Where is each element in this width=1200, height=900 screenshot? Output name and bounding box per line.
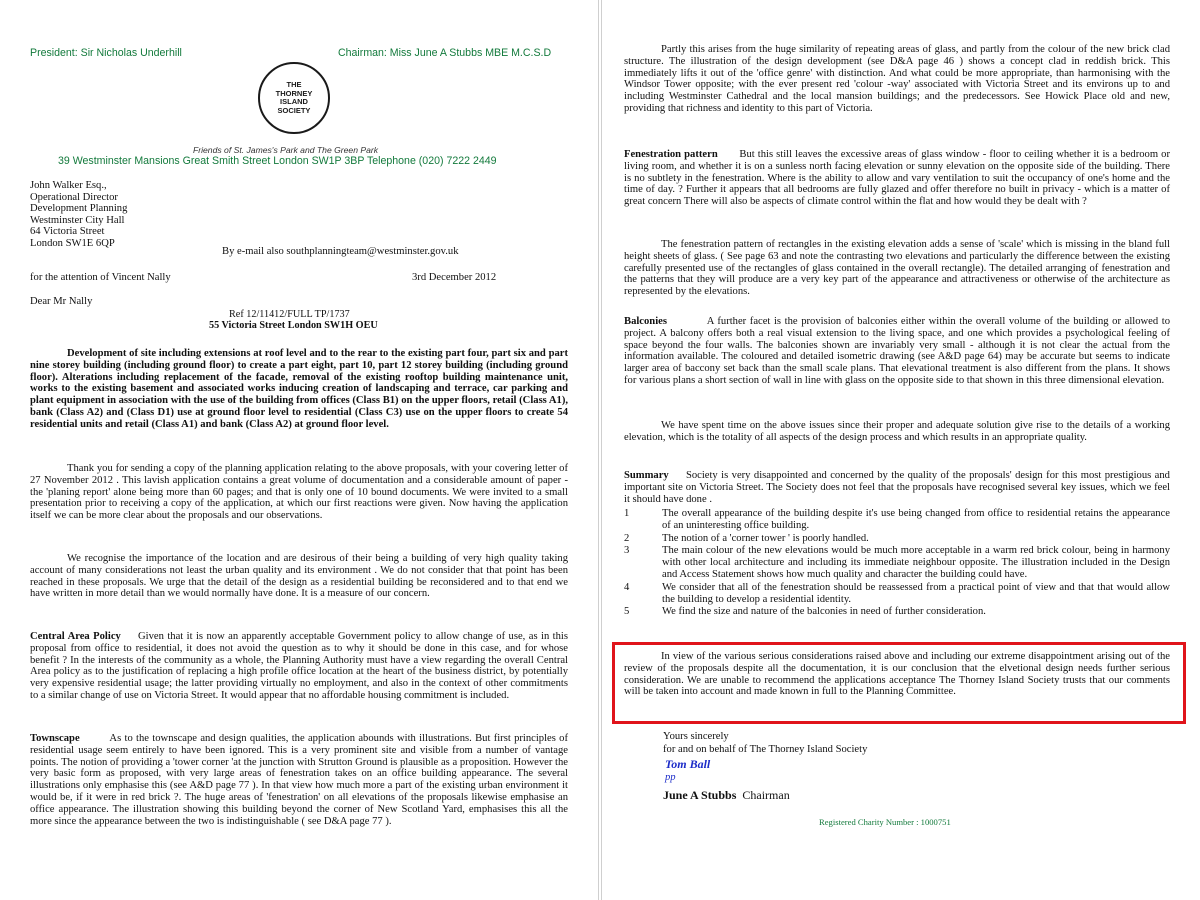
townscape-heading: Townscape [30, 733, 80, 744]
attention-line: for the attention of Vincent Nally [30, 272, 171, 283]
balconies-paragraph [624, 316, 1170, 387]
signatory-role: Chairman [742, 788, 790, 802]
signatory-name: June A Stubbs [663, 788, 737, 802]
society-address: 39 Westminster Mansions Great Smith Street London SW1P 3BP Telephone (020) 7222 2449 [58, 155, 497, 167]
charity-number: Registered Charity Number : 1000751 [819, 817, 951, 827]
paragraph-working-elevation: We have spent time on the above issues since their proper and adequate solution give rise to the details of a working elevation, which is the totality of all aspects of the design process and which results in an appropriate quality. [624, 420, 1170, 443]
list-item: 3 The main colour of the new elevations would be much more acceptable in a warm red brick colour, being in harmony with other local architecture and including its immediate neighbour opposite. The illustration included in the Design and Access Statement shows how much quality and character the building could have. [624, 545, 1170, 580]
letter-date: 3rd December 2012 [412, 272, 497, 283]
central-area-policy-paragraph [30, 631, 568, 702]
list-item: 2 The notion of a 'corner tower ' is poorly handled. [624, 532, 869, 544]
email-line: By e-mail also southplanningteam@westminster.gov.uk [222, 246, 459, 257]
pp-mark: pp [665, 772, 676, 783]
summary-list [624, 508, 1170, 618]
recipient-address: John Walker Esq., Operational Director Development Planning Westminster City Hall 64 Victoria Street London SW1E 6QP [30, 180, 128, 249]
chairman-header: Chairman: Miss June A Stubbs MBE M.C.S.D [338, 47, 552, 59]
letter-page-2 [601, 0, 1200, 900]
paragraph-intro: Thank you for sending a copy of the planning application relating to the above proposals, with your covering letter of 27 November 2012 . This lavish application contains a great volume of documentation and a considerable amount of paper - the 'planing report' alone being more than 60 pages; and that is only one of 10 bound documents. We were invited to a small presentation prior to receiving a copy of the application, at which our first reactions were given. Now having the application itself we can be more clear about the proposals and our observations. [30, 463, 568, 522]
closing-behalf: for and on behalf of The Thorney Island Society [663, 744, 868, 755]
paragraph-brick: Partly this arises from the huge similarity of repeating areas of glass, and partly from the colour of the new brick clad structure. The illustration of the design development (see D&A page 46 ) shows a concept clad in reddish brick. This immediately lifts it out of the 'office genre' with distinction. And what could be more appropriate, than harmonising with the Windsor Tower opposite; with the ever present red 'colour -way' associated with Victoria Street and its environs up to and including Westminster Cathedral and the local mansion buildings; and the predecessors. See Howick Place old and new, providing that richness and identity to this part of Victoria. [624, 44, 1170, 114]
summary-paragraph [624, 470, 1170, 505]
closing-yours: Yours sincerely [663, 731, 729, 742]
list-item: 5 We find the size and nature of the balconies in need of further consideration. [624, 606, 986, 618]
balconies-heading: Balconies [624, 316, 667, 327]
balconies-text: A further facet is the provision of balconies either within the overall volume of the building or allowed to project. A balcony offers both a real visual extension to the living space, and one which provides a psychological feeling of space beyond the four walls. The balconies shown are invariably very small - although it is not clear the actual from the information available. The coloured and detailed isometric drawing (see A&D page 64) may be accurate but seems to indicate larger area of baccony set back than the small scale plans. That elevational treatment is also different from the plans. It shows for various plans a short section of wall in line with glass on the opposite side to that shown in this three dimensional elevation. [624, 316, 1170, 386]
conclusion-paragraph: In view of the various serious considerations raised above and including our extreme disappointment arising out of the review of the proposals despite all the documentation, it is our conclusion that the elvetional design needs further serious consideration. We are unable to recommend the applications acceptance The Thorney Island Society trusts that our comments will be taken into account and made known in full to the Planning Committee. [624, 651, 1170, 698]
friends-line: Friends of St. James's Park and The Green Park [193, 145, 379, 155]
society-logo: THE THORNEY ISLAND SOCIETY [258, 62, 330, 134]
central-area-heading: Central Area Policy [30, 631, 121, 642]
townscape-paragraph [30, 733, 568, 827]
reference-address: 55 Victoria Street London SW1H OEU [209, 320, 378, 331]
president-line: President: Sir Nicholas Underhill [30, 47, 182, 59]
letter-page-1: President: Sir Nicholas Underhill Chairman: Miss June A Stubbs MBE M.C.S.D THE THORNEY ISLAND SOCIETY Friends of St. James's Park and The Green Park 39 Westminster Mansions Great Smith Street London SW1P 3BP Telephone (020) 7222 2449 John Walker Esq., Operational Director Development Planning Westminster City Hall 64 Victoria Street London SW1E 6QP By e-mail also southplanningteam@westminster.gov.uk for the attention of Vincent Nally 3rd December 2012 Dear Mr Nally Ref 12/11412/FULL TP/1737 55 Victoria Street London SW1H OEU Development of site including extensions at roof level and to the rear to the existing part four, part six and part nine storey building (including ground floor) to create a part eight, part 10, part 12 storey building (including ground floor). Alterations including replacement of the facade, removal of the existing rooftop building maintenance unit, works to the existing basement and associated works inducing creation of landscaping and terrace, car parking and plant equipment in association with the use of the building from offices (Class B1) on the upper floors, retail (Class A1), bank (Class A2) and (Class D1) use at ground floor level to residential (Class C3) use on the upper floors to create 54 residential units and retail (Class A1) and bank (Class A2) at ground floor level. Thank you for sending a copy of the planning application relating to the above proposals, with your covering letter of 27 November 2012 . This lavish application contains a great volume of documentation and a considerable amount of paper - the 'planing report' alone being more than 60 pages; and that is only one of 10 bound documents. We were invited to a small presentation prior to receiving a copy of the application, at which our first reactions were given. Now having the application itself we can be more clear about the proposals and our observations. We recognise the importance of the location and are desirous of their being a building of very high quality taking account of many considerations not least the urban quality and its environment . We do not consider that that point has been reached in these proposals. We urge that the detail of the design as a residential building be reconsidered and to that end we have written in more detail than we would normally have done. It is a measure of our concern. Central Area Policy Given that it is now an apparently acceptable Government policy to allow change of use, as in this proposal from office to residential, it does not avoid the question as to why it should be done in this case, and for whose benefit ? In the interests of the community as a whole, the Planning Authority must have a view regarding the overall Central Area policy as to the justification of replacing a high profile office location at the heart of the business district, by potentially very expensive residential usage; the latter providing virtually no employment, and also in the context of other commitments to a similar change of use on Victoria Street. It would appear that no affordable housing commitment is included. Townscape As to the townscape and design qualities, the application abounds with illustrations. But first principles of residential usage seem entirely to have been ignored. This is a very prominent site and visible from a number of vantage points. The notion of providing a 'tower corner 'at the junction with Strutton Ground is plausible as a proposition. However the very basic form as proposed, with very large areas of fenestration takes on an office building appearance. The several illustrations only emphasise this (see A&D page 77 ). In that view how much more a part of the existing urban environment it would be, if it were in red brick ?. The huge areas of 'fenestration' on all elevations of the proposals likewise emphasise an office appearance. The illustration showing this building beyond the corner of New Scotland Yard, emphasises this all the more since the appearance between the two is indistinguishable ( see D&A page 77 ). ​ [0, 0, 599, 900]
list-item: 1 The overall appearance of the building despite it's use being changed from office to residential retains the appearance of an uninteresting office building. [624, 508, 1170, 531]
townscape-text: As to the townscape and design qualities, the application abounds with illustrations. But first principles of residential usage seem entirely to have been ignored. This is a very prominent site and visible from a number of vantage points. The notion of providing a 'tower corner 'at the junction with Strutton Ground is plausible as a proposition. However the very basic form as proposed, with very large areas of fenestration takes on an office building appearance. The several illustrations only emphasise this (see A&D page 77 ). In that view how much more a part of the existing urban environment it would be, if it were in red brick ?. The huge areas of 'fenestration' on all elevations of the proposals likewise emphasise an office appearance. The illustration showing this building beyond the corner of New Scotland Yard, emphasises this all the more since the appearance between the two is indistinguishable ( see D&A page 77 ). [30, 733, 568, 827]
signature: Tom Ball [665, 757, 711, 771]
fenestration-text: But this still leaves the excessive areas of glass window - floor to ceiling whether it is a bedroom or living room, and whether it is on a sunless north facing elevation or sunny elevation on the opposite side of the building. There is no subtlety in the fenestration. Where is the ability to allow and vary ventilation to suit the occupancy of one's home and the time of day. ? Further it appears that all bedrooms are fully glazed and offer therefore no built in privacy - which is a matter of great concern There will also be aspects of climate control within the flat and how would they be dealt with ? [624, 149, 1170, 208]
fenestration-heading: Fenestration pattern [624, 149, 718, 160]
signatory [663, 788, 790, 803]
fenestration-paragraph [624, 149, 1170, 208]
summary-text: Society is very disappointed and concerned by the quality of the proposals' design for this most prestigious and important site on Victoria Street. The Society does not feel that the proposals have recognised several key issues, which we feel it should have done . [624, 470, 1170, 505]
paragraph-importance: We recognise the importance of the location and are desirous of their being a building of very high quality taking account of many considerations not least the urban quality and its environment . We do not consider that that point has been reached in these proposals. We urge that the detail of the design as a residential building be reconsidered and to that end we have written in more detail than we would normally have done. It is a measure of our concern. [30, 553, 568, 600]
list-item: 4 We consider that all of the fenestration should be reassessed from a practical point of view and that that would allow the building to develop a residential identity. [624, 581, 1170, 605]
central-area-text: Given that it is now an apparently acceptable Government policy to allow change of use, as in this proposal from office to residential, it does not avoid the question as to why it should be done in this case, and for whose benefit ? In the interests of the community as a whole, the Planning Authority must have a view regarding the overall Central Area policy as to the justification of replacing a high profile office location at the heart of the business district, by potentially very expensive residential usage; the latter providing virtually no employment, and also in the context of other commitments to a similar change of use on Victoria Street. It would appear that no affordable housing commitment is included. [30, 631, 568, 701]
development-description: Development of site including extensions at roof level and to the rear to the existing part four, part six and part nine storey building (including ground floor) to create a part eight, part 10, part 12 storey building (including ground floor). Alterations including replacement of the facade, removal of the existing rooftop building maintenance unit, works to the existing basement and associated works inducing creation of landscaping and terrace, car parking and plant equipment in association with the use of the building from offices (Class B1) on the upper floors, retail (Class A1), bank (Class A2) and (Class D1) use at ground floor level to residential (Class C3) use on the upper floors to create 54 residential units and retail (Class A1) and bank (Class A2) at ground floor level. [30, 348, 568, 430]
salutation: Dear Mr Nally [30, 296, 93, 307]
reference: Ref 12/11412/FULL TP/1737 [229, 309, 350, 320]
paragraph-scale: The fenestration pattern of rectangles in the existing elevation adds a sense of 'scale' which is missing in the bland full height sheets of glass. ( See page 63 and note the contrasting two elevations and particularly the difference between the existing carefully presented use of the rectangles of glass contained in the overall rectangle). The detailed arranging of fenestration and the patterns that they will produce are a very key part of the appearance and attractiveness or otherwise of the architecture as represented by the elevations. [624, 239, 1170, 298]
summary-heading: Summary [624, 470, 669, 481]
